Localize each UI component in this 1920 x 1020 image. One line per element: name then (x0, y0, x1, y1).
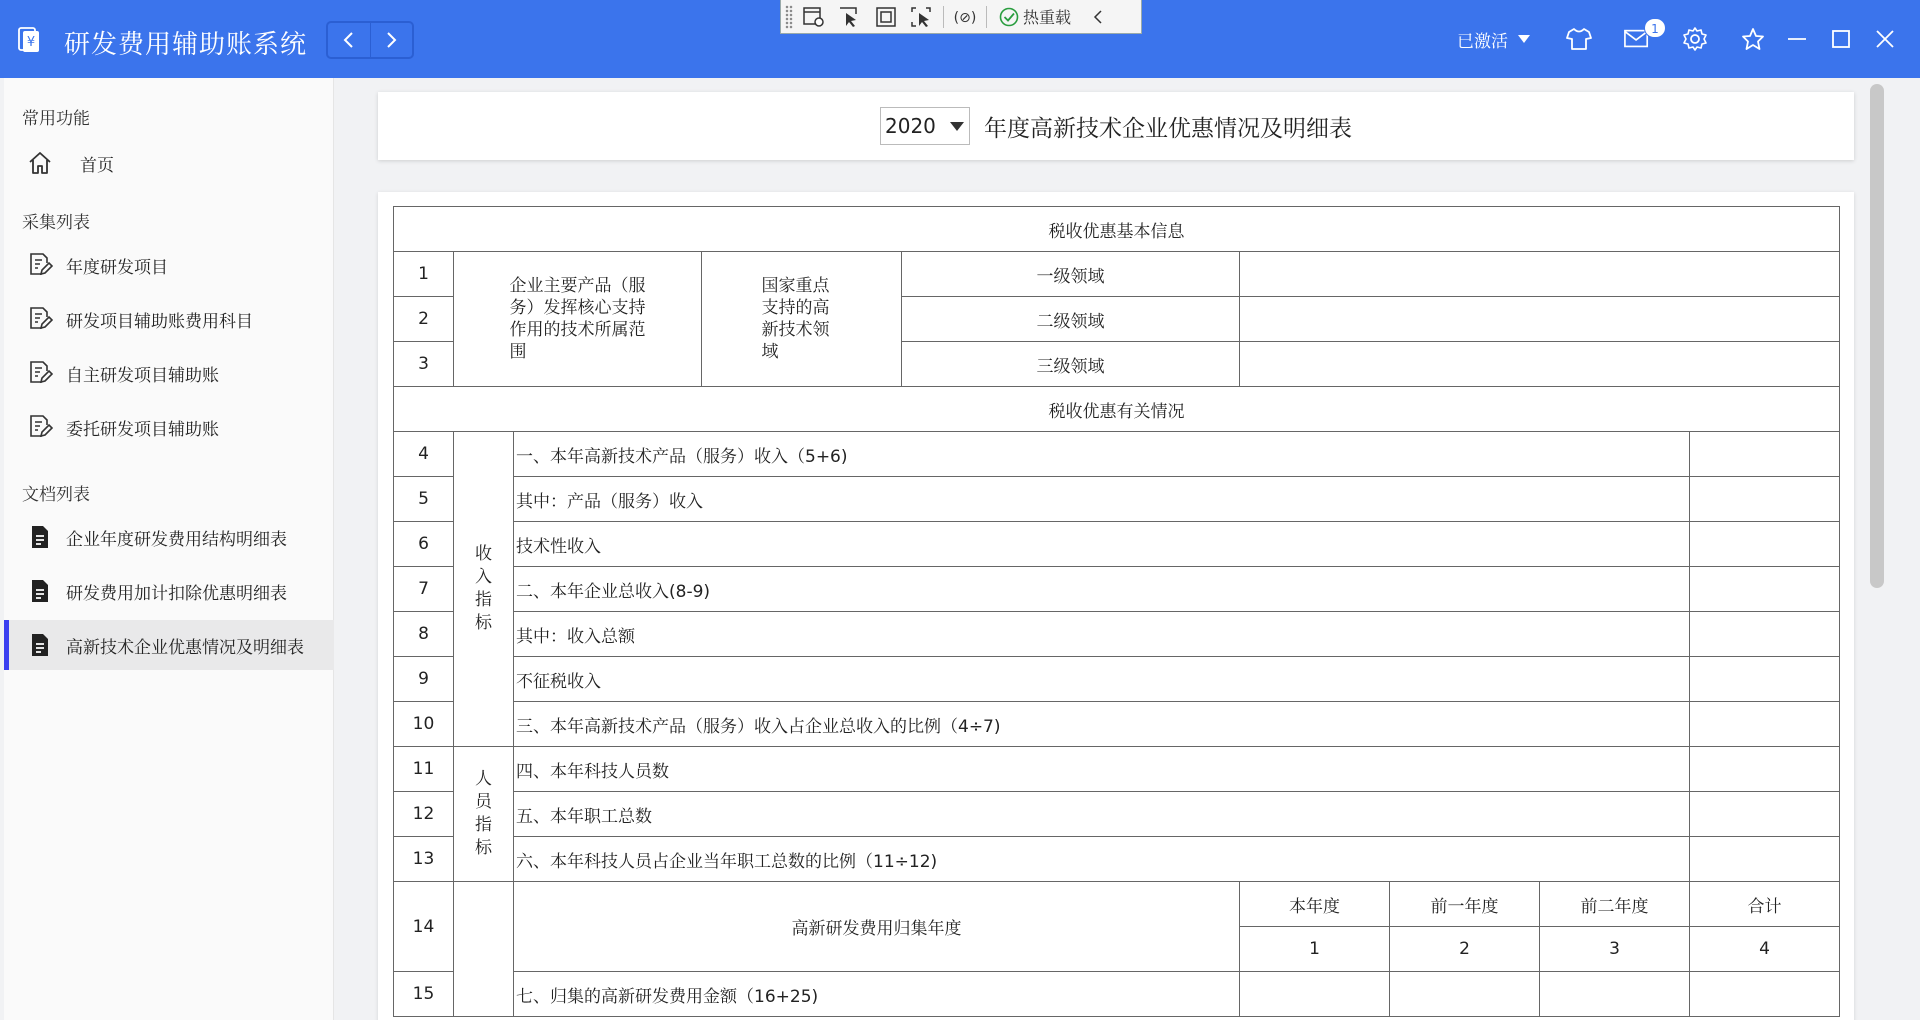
toolbar-divider (986, 6, 987, 28)
row-label: 四、本年科技人员数 (514, 747, 1690, 792)
field-level-2-value[interactable] (1240, 297, 1840, 342)
row-label: 五、本年职工总数 (514, 792, 1690, 837)
header-actions (1457, 0, 1920, 78)
vertical-scrollbar[interactable] (1870, 84, 1884, 588)
settings-button[interactable] (1682, 26, 1708, 52)
hot-reload-button[interactable] (993, 5, 1077, 28)
row-label: 二、本年企业总收入(8-9) (514, 567, 1690, 612)
nav-buttons (326, 21, 414, 59)
activation-dropdown[interactable] (1457, 27, 1530, 52)
edit-doc-icon (26, 413, 54, 441)
app-title: 研发费用辅助账系统 (64, 30, 308, 60)
year-col-number: 2 (1390, 927, 1540, 972)
blank-group-cell (454, 882, 514, 1017)
form-card (378, 192, 1854, 1020)
field-level-3-value[interactable] (1240, 342, 1840, 387)
display-adorners-button[interactable] (871, 4, 901, 30)
skin-button[interactable] (1566, 26, 1592, 52)
row-value-cell[interactable] (1690, 477, 1840, 522)
row-number: 11 (394, 747, 454, 792)
core-scope-label: 企业主要产品（服务）发挥核心支持作用的技术所属范围 (454, 252, 702, 387)
binding-icon (954, 6, 976, 28)
minimize-button[interactable] (1784, 26, 1810, 52)
sidebar-item-label: 研发费用加计扣除优惠明细表 (66, 583, 287, 604)
app-logo-icon (18, 27, 40, 53)
document-icon (26, 523, 54, 551)
document-icon (26, 631, 54, 659)
row-value-cell[interactable] (1690, 792, 1840, 837)
toolbar-divider (943, 6, 944, 28)
row-label: 六、本年科技人员占企业当年职工总数的比例（11÷12) (514, 837, 1690, 882)
chevron-right-icon (384, 30, 398, 50)
year-col-number: 3 (1540, 927, 1690, 972)
caret-down-icon (1518, 35, 1530, 43)
favorite-button[interactable] (1740, 26, 1766, 52)
field-level-label: 二级领域 (902, 297, 1240, 342)
hot-reload-label: 热重载 (1023, 8, 1072, 27)
row-number: 14 (394, 882, 454, 972)
section-title-common: 常用功能 (22, 109, 90, 129)
amount-cell[interactable] (1540, 972, 1690, 1017)
title-card (378, 92, 1854, 160)
amount-cell[interactable] (1690, 972, 1840, 1017)
year-col-header: 前一年度 (1390, 882, 1540, 927)
row-number: 9 (394, 657, 454, 702)
collapse-toolbar-button[interactable] (1083, 4, 1113, 30)
close-icon (1874, 28, 1896, 50)
maximize-button[interactable] (1828, 26, 1854, 52)
main-content (334, 78, 1920, 1020)
year-value: 2020 (885, 114, 936, 138)
square-frame-icon (875, 6, 897, 28)
sidebar-item-expense-subjects[interactable] (4, 294, 334, 344)
staff-group-label: 人员指标 (454, 747, 514, 882)
key-field-label: 国家重点支持的高新技术领域 (702, 252, 902, 387)
back-button[interactable] (328, 23, 370, 57)
live-tree-icon (802, 6, 826, 28)
sidebar-item-annual-projects[interactable] (4, 240, 334, 290)
edit-doc-icon (26, 359, 54, 387)
preferential-detail-table (393, 206, 1840, 1017)
section-title-basic-info: 税收优惠基本信息 (394, 207, 1840, 252)
caret-down-icon (950, 122, 964, 131)
page-title: 年度高新技术企业优惠情况及明细表 (984, 116, 1352, 142)
close-button[interactable] (1872, 26, 1898, 52)
sidebar-item-home[interactable] (4, 138, 334, 188)
live-tree-button[interactable] (799, 4, 829, 30)
row-value-cell[interactable] (1690, 657, 1840, 702)
year-col-header: 合计 (1690, 882, 1840, 927)
year-col-header: 前二年度 (1540, 882, 1690, 927)
year-select[interactable] (880, 107, 970, 145)
home-icon (26, 149, 54, 177)
row-number: 8 (394, 612, 454, 657)
track-focus-icon (910, 6, 934, 28)
row-number: 2 (394, 297, 454, 342)
edit-doc-icon (26, 251, 54, 279)
row-label: 七、归集的高新研发费用金额（16+25) (514, 972, 1240, 1017)
income-group-label: 收入指标 (454, 432, 514, 747)
activation-label: 已激活 (1457, 31, 1508, 52)
sidebar (4, 78, 334, 1020)
sidebar-item-deduction-detail[interactable] (4, 566, 334, 616)
row-number: 10 (394, 702, 454, 747)
field-level-label: 三级领域 (902, 342, 1240, 387)
svg-text:(⊘): (⊘) (954, 9, 976, 26)
amount-cell[interactable] (1240, 972, 1390, 1017)
select-element-button[interactable] (835, 4, 865, 30)
row-number: 1 (394, 252, 454, 297)
binding-failures-button[interactable] (950, 4, 980, 30)
sidebar-item-self-rd-ledger[interactable] (4, 348, 334, 398)
row-number: 7 (394, 567, 454, 612)
star-icon (1741, 27, 1765, 51)
row-number: 3 (394, 342, 454, 387)
forward-button[interactable] (370, 23, 413, 57)
row-value-cell[interactable] (1690, 612, 1840, 657)
sidebar-item-hightech-detail[interactable] (4, 620, 334, 670)
row-label: 一、本年高新技术产品（服务）收入（5+6) (514, 432, 1690, 477)
mail-badge: 1 (1644, 18, 1666, 38)
section-title-related: 税收优惠有关情况 (394, 387, 1840, 432)
mail-button[interactable] (1624, 22, 1659, 52)
sidebar-item-label: 企业年度研发费用结构明细表 (66, 529, 287, 550)
track-focus-button[interactable] (907, 4, 937, 30)
check-circle-icon (999, 7, 1019, 27)
year-col-number: 4 (1690, 927, 1840, 972)
row-value-cell[interactable] (1690, 747, 1840, 792)
sidebar-item-label: 首页 (80, 155, 114, 176)
chevron-left-icon (1092, 8, 1104, 26)
year-col-header: 本年度 (1240, 882, 1390, 927)
row-number: 13 (394, 837, 454, 882)
row-value-cell[interactable] (1690, 702, 1840, 747)
cursor-select-icon (838, 6, 862, 28)
row-number: 6 (394, 522, 454, 567)
row-value-cell[interactable] (1690, 522, 1840, 567)
row-label: 技术性收入 (514, 522, 1690, 567)
row-label: 高新研发费用归集年度 (514, 882, 1240, 972)
section-title-collect: 采集列表 (22, 213, 90, 233)
row-label: 三、本年高新技术产品（服务）收入占企业总收入的比例（4÷7) (514, 702, 1690, 747)
field-level-label: 一级领域 (902, 252, 1240, 297)
row-value-cell[interactable] (1690, 432, 1840, 477)
section-title-docs: 文档列表 (22, 485, 90, 505)
sidebar-item-label: 委托研发项目辅助账 (66, 419, 219, 440)
year-col-number: 1 (1240, 927, 1390, 972)
minimize-icon (1786, 28, 1808, 50)
tshirt-icon (1566, 27, 1592, 51)
row-number: 4 (394, 432, 454, 477)
sidebar-item-label: 年度研发项目 (66, 257, 168, 278)
field-level-1-value[interactable] (1240, 252, 1840, 297)
sidebar-item-label: 研发项目辅助账费用科目 (66, 311, 253, 332)
gear-icon (1682, 26, 1708, 52)
row-label: 其中：收入总额 (514, 612, 1690, 657)
drag-grip-icon[interactable] (785, 5, 793, 29)
row-value-cell[interactable] (1690, 837, 1840, 882)
sidebar-item-entrusted-rd-ledger[interactable] (4, 402, 334, 452)
row-number: 5 (394, 477, 454, 522)
row-value-cell[interactable] (1690, 567, 1840, 612)
document-icon (26, 577, 54, 605)
amount-cell[interactable] (1390, 972, 1540, 1017)
row-label: 不征税收入 (514, 657, 1690, 702)
sidebar-item-structure-detail[interactable] (4, 512, 334, 562)
row-label: 其中：产品（服务）收入 (514, 477, 1690, 522)
edit-doc-icon (26, 305, 54, 333)
row-number: 12 (394, 792, 454, 837)
chevron-left-icon (342, 30, 356, 50)
sidebar-item-label: 自主研发项目辅助账 (66, 365, 219, 386)
sidebar-item-label: 高新技术企业优惠情况及明细表 (66, 637, 304, 658)
row-number: 15 (394, 972, 454, 1017)
dev-toolbar (780, 0, 1142, 34)
svg-text:¥: ¥ (26, 35, 36, 50)
maximize-icon (1830, 28, 1852, 50)
